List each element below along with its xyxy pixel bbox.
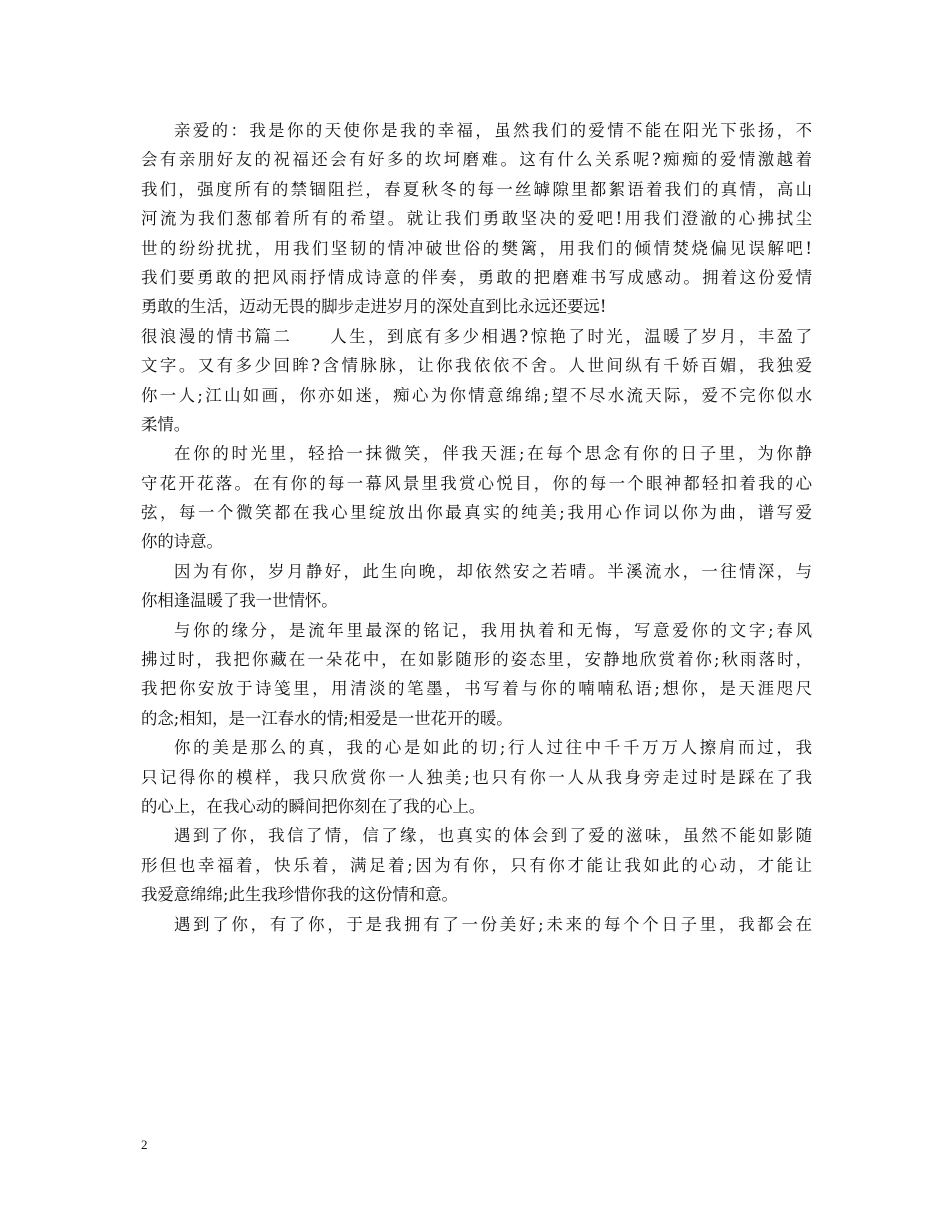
text-line: 你的诗意。: [141, 532, 223, 552]
text-line: 我们要勇敢的把风雨抒情成诗意的伴奏，勇敢的把磨难书写成感动。拥着这份爱情: [141, 267, 812, 287]
text-line: 拂过时，我把你藏在一朵花中，在如影随形的姿态里，安静地欣赏着你;秋雨落时，: [141, 650, 812, 670]
text-line: 亲爱的：我是你的天使你是我的幸福，虽然我们的爱情不能在阳光下张扬，不: [174, 121, 812, 140]
text-line: 形但也幸福着，快乐着，满足着;因为有你，只有你才能让我如此的心动，才能让: [141, 855, 812, 875]
document-body: [141, 116, 812, 939]
text-line: 守花开花落。在有你的每一幕风景里我赏心悦目，你的每一个眼神都轻扣着我的心: [141, 473, 812, 493]
text-line: 遇到了你，有了你，于是我拥有了一份美好;未来的每个个日子里，我都会在: [174, 914, 812, 934]
text-line: 河流为我们葱郁着所有的希望。就让我们勇敢坚决的爱吧!用我们澄澈的心拂拭尘: [141, 209, 812, 229]
text-line: 我爱意绵绵;此生我珍惜你我的这份情和意。: [141, 885, 458, 905]
text-line: 我们，强度所有的禁锢阻拦，春夏秋冬的每一丝罅隙里都絮语着我们的真情，高山: [141, 179, 812, 199]
text-line: 你的美是那么的真，我的心是如此的切;行人过往中千千万万人擦肩而过，我: [174, 738, 812, 758]
section-heading-line: 很浪漫的情书篇二 人生，到底有多少相遇?惊艳了时光，温暖了岁月，丰盈了: [141, 326, 812, 346]
text-line: 会有亲朋好友的祝福还会有好多的坎坷磨难。这有什么关系呢?痴痴的爱情激越着: [141, 150, 812, 170]
text-line: 我把你安放于诗笺里，用清淡的笔墨，书写着与你的喃喃私语;想你，是天涯咫尺: [141, 679, 812, 699]
text-line: 你一人;江山如画，你亦如迷，痴心为你情意绵绵;望不尽水流天际，爱不完你似水: [141, 385, 812, 405]
page-number: 2: [141, 1137, 148, 1152]
text-line: 只记得你的模样，我只欣赏你一人独美;也只有你一人从我身旁走过时是踩在了我: [141, 767, 812, 787]
text-line: 与你的缘分，是流年里最深的铭记，我用执着和无悔，写意爱你的文字;春风: [174, 620, 812, 640]
text-line: 柔情。: [141, 414, 191, 434]
text-line: 因为有你，岁月静好，此生向晚，却依然安之若晴。半溪流水，一往情深，与: [174, 561, 812, 581]
text-line: 的心上，在我心动的瞬间把你刻在了我的心上。: [141, 796, 486, 816]
text-line: 勇敢的生活，迈动无畏的脚步走进岁月的深处直到比永远还要远!: [141, 297, 607, 317]
text-line: 弦，每一个微笑都在我心里绽放出你最真实的纯美;我用心作词以你为曲，谱写爱: [141, 503, 812, 523]
text-line: 你相逢温暖了我一世情怀。: [141, 591, 338, 611]
text-line: 在你的时光里，轻拾一抹微笑，伴我天涯;在每个思念有你的日子里，为你静: [174, 444, 812, 464]
text-line: 的念;相知，是一江春水的情;相爱是一世花开的暖。: [141, 708, 513, 728]
text-line: 文字。又有多少回眸?含情脉脉，让你我依依不舍。人世间纵有千娇百媚，我独爱: [141, 356, 812, 376]
text-line: 世的纷纷扰扰，用我们坚韧的情冲破世俗的樊篱，用我们的倾情焚烧偏见误解吧!: [141, 238, 812, 258]
text-line: 遇到了你，我信了情，信了缘，也真实的体会到了爱的滋味，虽然不能如影随: [174, 826, 812, 846]
